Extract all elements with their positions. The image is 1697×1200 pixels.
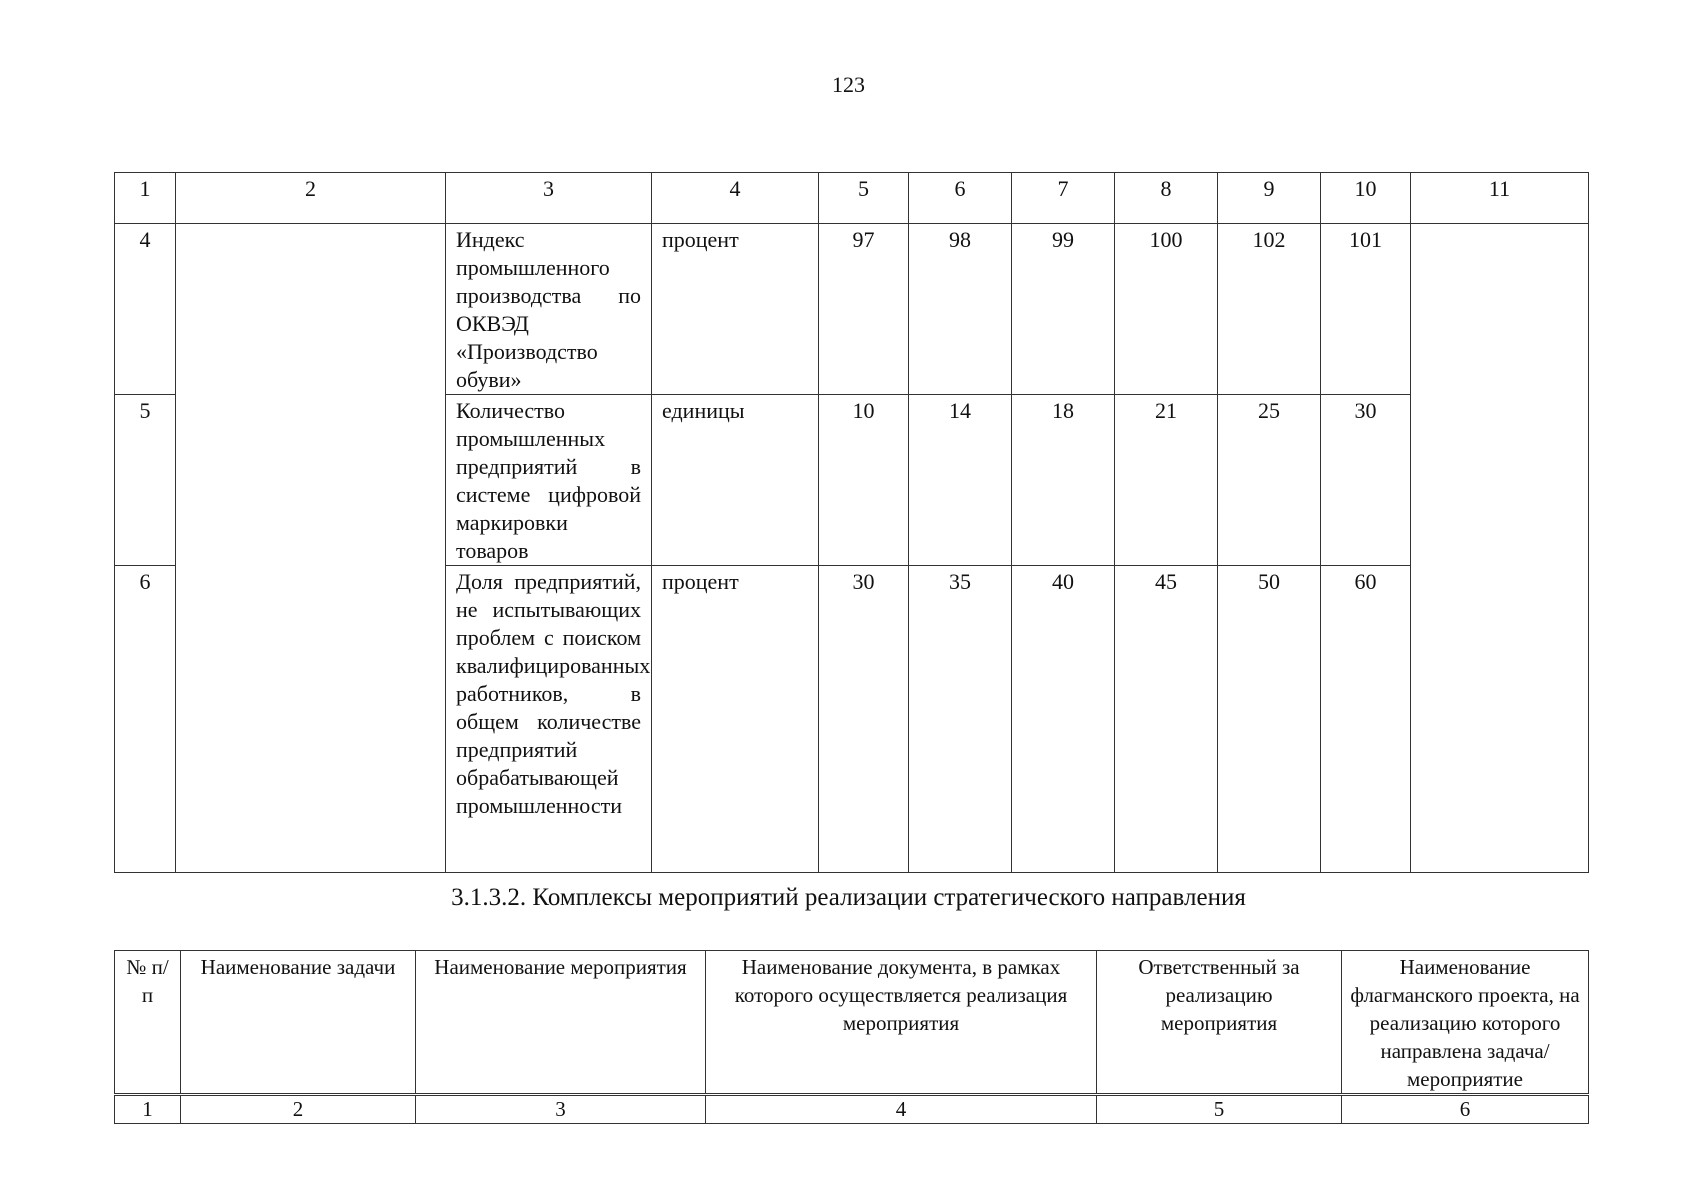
column-number: 8 <box>1115 173 1218 224</box>
indicator-name: Доля предприятий, не испытывающих проблем с поиском квалифицированных работников, в общем количестве предприятий обрабатывающей промышленности <box>446 566 652 873</box>
column-header: № п/п <box>115 951 181 1095</box>
indicators-table <box>114 172 1589 873</box>
indicator-name: Индекс промышленного производства по ОКВЭД «Производство обуви» <box>446 224 652 395</box>
column-number: 11 <box>1411 173 1589 224</box>
column-numbers-row <box>115 1095 1589 1124</box>
column-number: 9 <box>1218 173 1321 224</box>
value: 14 <box>909 395 1012 566</box>
column-header: Наименование мероприятия <box>416 951 706 1095</box>
unit: процент <box>652 224 819 395</box>
column-number: 2 <box>181 1095 416 1124</box>
unit: единицы <box>652 395 819 566</box>
column-number: 6 <box>1342 1095 1589 1124</box>
column-number: 7 <box>1012 173 1115 224</box>
note-cell-empty <box>1411 224 1589 873</box>
column-number: 6 <box>909 173 1012 224</box>
page-number: 123 <box>832 72 865 97</box>
column-number: 1 <box>115 1095 181 1124</box>
value: 35 <box>909 566 1012 873</box>
column-header: Наименование флагманского проекта, на реализацию которого направлена задача/мероприятие <box>1342 951 1589 1095</box>
value: 101 <box>1321 224 1411 395</box>
column-number: 10 <box>1321 173 1411 224</box>
value: 50 <box>1218 566 1321 873</box>
value: 21 <box>1115 395 1218 566</box>
column-header: Ответственный за реализацию мероприятия <box>1097 951 1342 1095</box>
indicator-name: Количество промышленных предприятий в системе цифровой маркировки товаров <box>446 395 652 566</box>
column-number: 2 <box>176 173 446 224</box>
header-row <box>115 951 1589 1095</box>
column-header: Наименование задачи <box>181 951 416 1095</box>
column-number: 3 <box>416 1095 706 1124</box>
value: 45 <box>1115 566 1218 873</box>
value: 98 <box>909 224 1012 395</box>
value: 40 <box>1012 566 1115 873</box>
value: 30 <box>819 566 909 873</box>
value: 25 <box>1218 395 1321 566</box>
value: 10 <box>819 395 909 566</box>
column-numbers-row <box>115 173 1589 224</box>
value: 97 <box>819 224 909 395</box>
task-cell-empty <box>176 224 446 873</box>
row-number: 6 <box>115 566 176 873</box>
column-header: Наименование документа, в рамках которого осуществляется реализация мероприятия <box>706 951 1097 1095</box>
value: 60 <box>1321 566 1411 873</box>
row-number: 5 <box>115 395 176 566</box>
column-number: 5 <box>1097 1095 1342 1124</box>
column-number: 4 <box>706 1095 1097 1124</box>
activities-table <box>114 950 1589 1124</box>
value: 102 <box>1218 224 1321 395</box>
column-number: 3 <box>446 173 652 224</box>
column-number: 1 <box>115 173 176 224</box>
unit: процент <box>652 566 819 873</box>
value: 30 <box>1321 395 1411 566</box>
table-row <box>115 224 1589 395</box>
value: 100 <box>1115 224 1218 395</box>
value: 18 <box>1012 395 1115 566</box>
value: 99 <box>1012 224 1115 395</box>
row-number: 4 <box>115 224 176 395</box>
column-number: 4 <box>652 173 819 224</box>
section-heading: 3.1.3.2. Комплексы мероприятий реализации стратегического направления <box>451 884 1246 911</box>
column-number: 5 <box>819 173 909 224</box>
